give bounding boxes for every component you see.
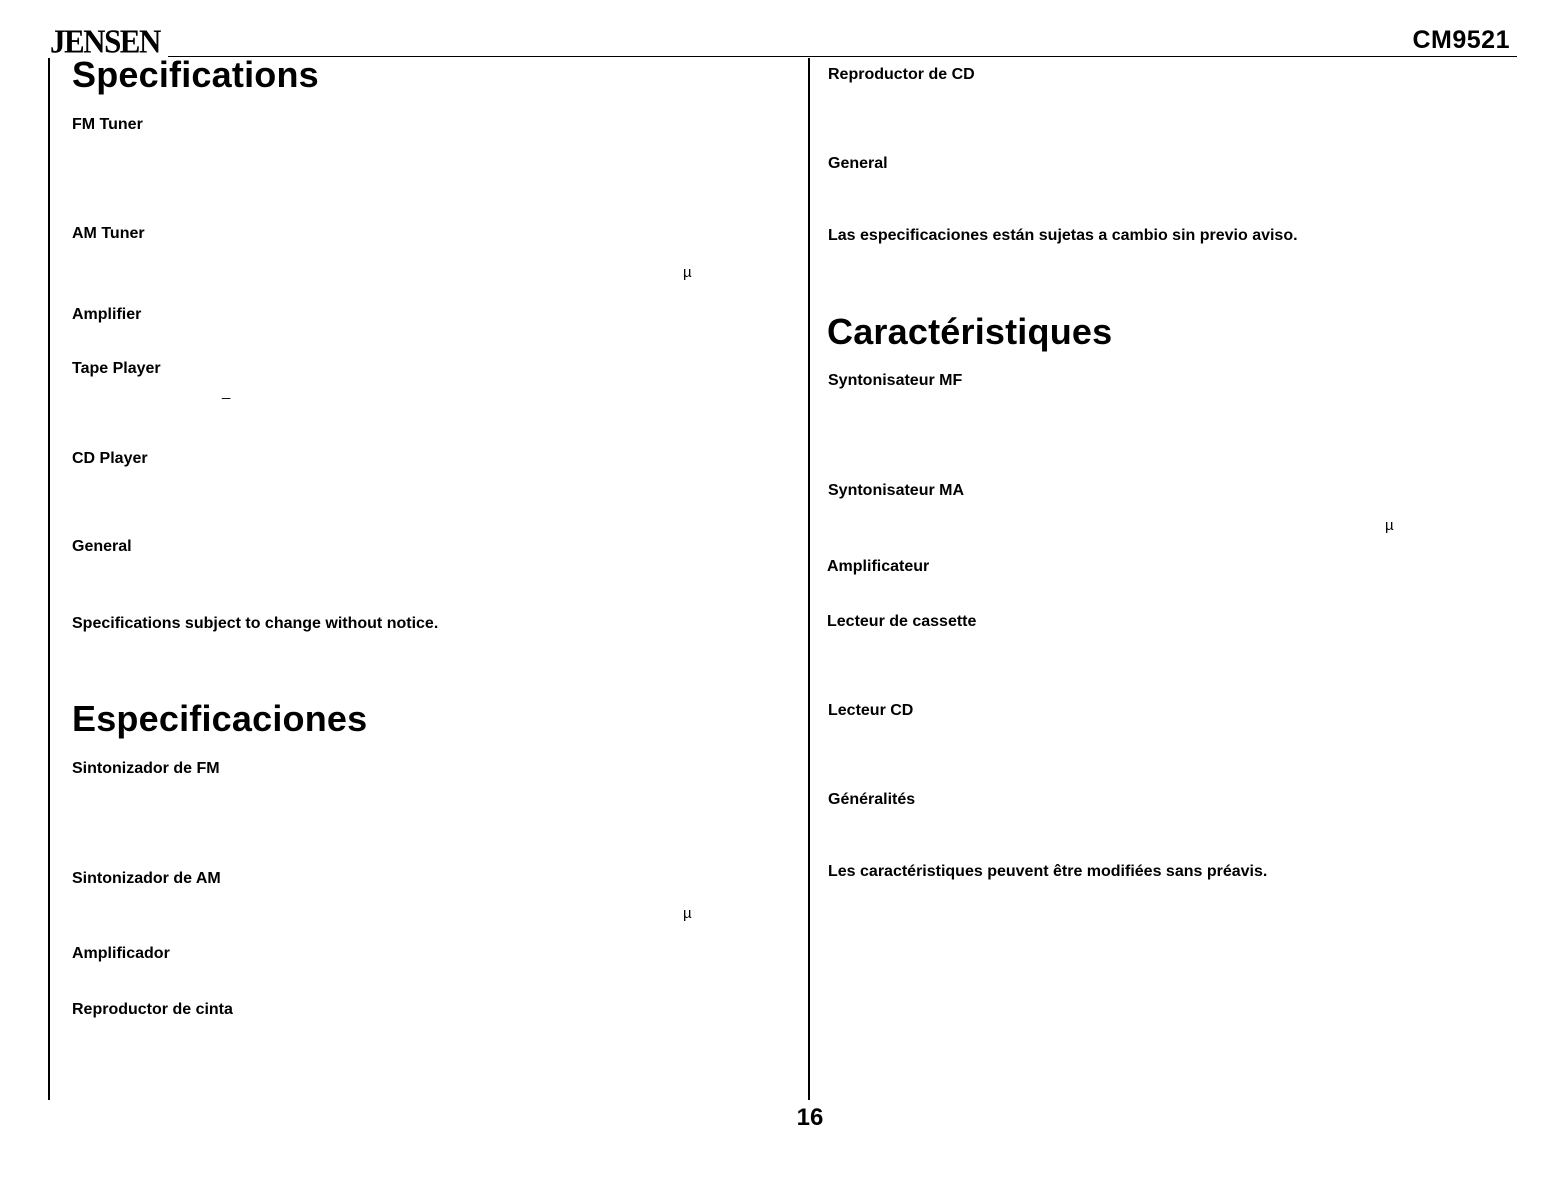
spec-label-amplifier: Amplifier <box>72 306 142 323</box>
spec-label-reproductor-cd: Reproductor de CD <box>828 66 975 83</box>
spec-label-sintonizador-fm: Sintonizador de FM <box>72 760 220 777</box>
spec-label-amplificador: Amplificador <box>72 945 170 962</box>
brand-logo: JENSEN <box>50 21 160 61</box>
spec-label-lecteur-cassette: Lecteur de cassette <box>827 613 977 630</box>
section-title-especificaciones: Especificaciones <box>72 698 368 739</box>
spec-label-reproductor-cinta: Reproductor de cinta <box>72 1001 233 1018</box>
spec-disclaimer: Specifications subject to change without notice. <box>72 615 439 632</box>
model-number: CM9521 <box>1412 26 1510 54</box>
underscore-symbol: _ <box>222 383 231 400</box>
spec-label-am-tuner: AM Tuner <box>72 225 145 242</box>
spec-label-amplificateur: Amplificateur <box>827 558 930 575</box>
spec-label-syntonisateur-mf: Syntonisateur MF <box>828 372 963 389</box>
spec-label-generalites: Généralités <box>828 791 916 808</box>
spec-label-general: General <box>72 538 132 555</box>
micro-symbol: µ <box>683 264 692 281</box>
section-title-specifications: Specifications <box>72 54 319 95</box>
spec-label-cd-player: CD Player <box>72 450 148 467</box>
page-number: 16 <box>796 1104 824 1131</box>
left-margin-rule <box>48 58 50 1100</box>
spec-label-tape-player: Tape Player <box>72 360 161 377</box>
micro-symbol: µ <box>1385 517 1394 534</box>
spec-label-fm-tuner: FM Tuner <box>72 116 143 133</box>
section-title-caracteristiques: Caractéristiques <box>827 311 1113 352</box>
spec-disclaimer-fr: Les caractéristiques peuvent être modifiées sans préavis. <box>828 863 1268 880</box>
spec-label-syntonisateur-ma: Syntonisateur MA <box>828 482 965 499</box>
spec-disclaimer-es: Las especificaciones están sujetas a cambio sin previo aviso. <box>828 227 1298 244</box>
header-divider <box>168 56 1517 57</box>
spec-label-lecteur-cd: Lecteur CD <box>828 702 914 719</box>
column-divider <box>808 58 810 1100</box>
spec-label-general-es: General <box>828 155 888 172</box>
spec-label-sintonizador-am: Sintonizador de AM <box>72 870 221 887</box>
micro-symbol: µ <box>683 905 692 922</box>
